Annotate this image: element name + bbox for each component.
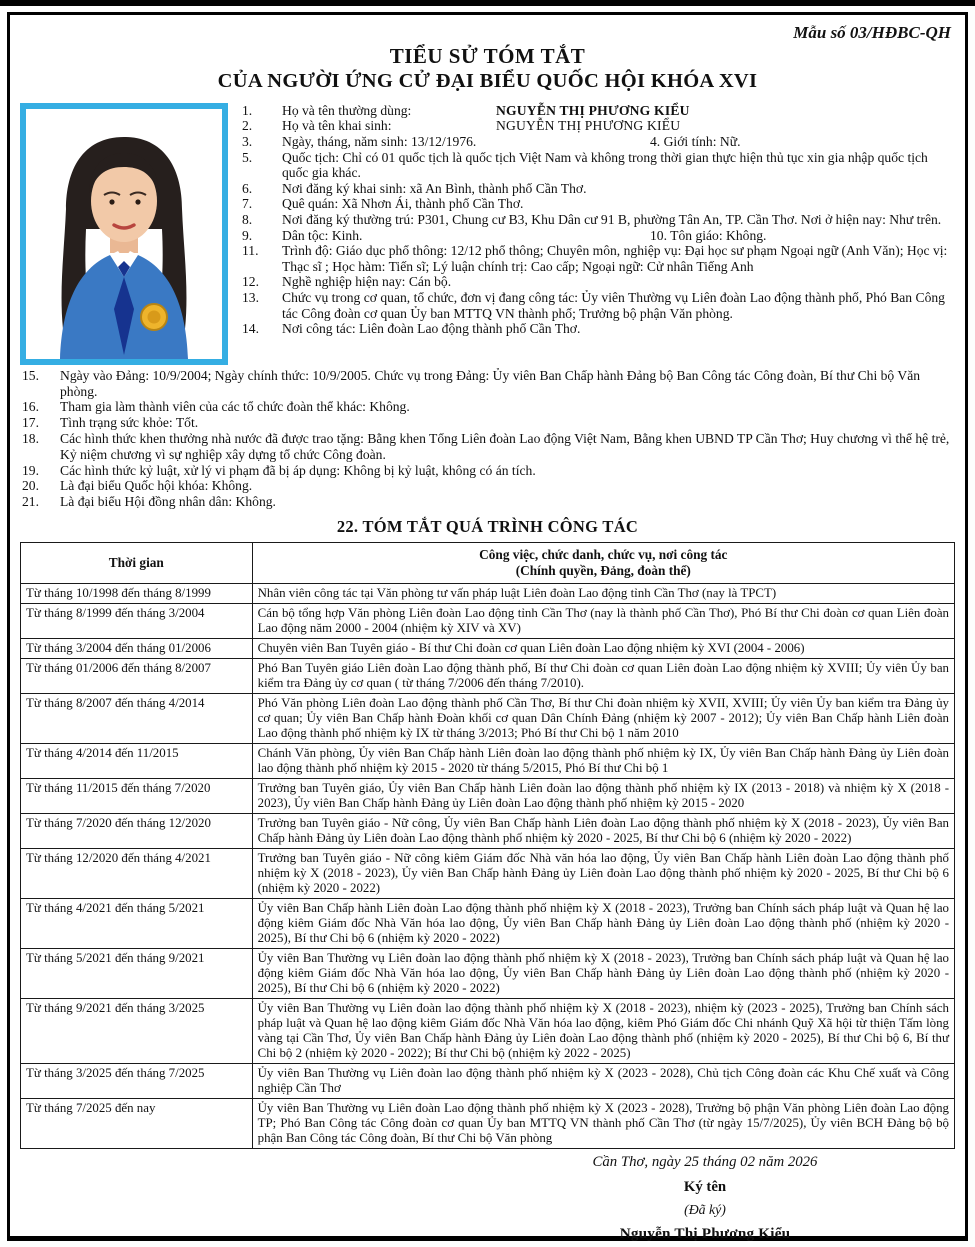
row-time: Từ tháng 4/2014 đến 11/2015 bbox=[21, 744, 253, 779]
item-text: Tôn giáo: Không. bbox=[670, 227, 767, 243]
item-number: 4. bbox=[650, 134, 661, 150]
item-text: Các hình thức khen thưởng nhà nước đã được trao tặng: Bằng khen Tổng Liên đoàn Lao động Việt Nam, Bằng khen UBND TP Cần Thơ; Huy chương vì thế hệ trẻ, Kỷ niệm chương vì sự nghiệp xây dựng tổ chức Công đoàn. bbox=[60, 431, 950, 462]
info-item bbox=[238, 212, 955, 228]
item-number: 8. bbox=[242, 212, 253, 228]
table-row bbox=[21, 899, 955, 949]
item-text: Là đại biểu Quốc hội khóa: Không. bbox=[60, 478, 253, 494]
sign-label: Ký tên bbox=[683, 1178, 727, 1195]
career-table-head bbox=[21, 543, 955, 584]
item-text: Các hình thức kỷ luật, xử lý vi phạm đã bị áp dụng: Không bị kỷ luật, không có án tích. bbox=[60, 462, 536, 478]
form-code: Mẫu số 03/HĐBC-QH bbox=[793, 23, 951, 42]
header-work-line2: (Chính quyền, Đảng, đoàn thể) bbox=[515, 563, 691, 579]
item-text: Nơi công tác: Liên đoàn Lao động thành phố Cần Thơ. bbox=[282, 321, 581, 337]
scan-top-edge bbox=[0, 0, 975, 6]
item-number: 15. bbox=[22, 367, 39, 383]
item-text: Quốc tịch: Chỉ có 01 quốc tịch là quốc tịch Việt Nam và không trong thời gian thực hiện thủ tục xin gia nhập quốc tịch quốc gia khác. bbox=[282, 149, 928, 181]
row-description: Ủy viên Ban Chấp hành Liên đoàn Lao động thành phố nhiệm kỳ X (2018 - 2023), Trưởng ban Chính sách pháp luật và Quan hệ lao động kiêm Giám đốc Nhà Văn hóa lao động, Ủy viên Ban Chấp hành Đảng ủy Liên đoàn Lao động thành phố (nhiệm kỳ 2020 - 2025), Bí thư Chi bộ 6 (nhiệm kỳ 2020 - 2022) bbox=[252, 899, 954, 949]
header-work bbox=[252, 543, 954, 584]
info-top-section bbox=[20, 103, 955, 365]
row-description: Chuyên viên Ban Tuyên giáo - Bí thư Chi đoàn cơ quan Liên đoàn Lao động nhiệm kỳ XVI (2004 - 2006) bbox=[252, 639, 954, 659]
row-description: Ủy viên Ban Thường vụ Liên đoàn Lao động thành phố nhiệm kỳ X (2023 - 2028), Trưởng bộ phận Văn phòng Liên đoàn Lao động TP; Phó Ban Công tác Công đoàn cơ quan Ủy ban MTTQ VN thành phố Cần Thơ (từ ngày 15/7/2025), Ủy viên BCH Đảng bộ bộ phận Ban Công tác Công đoàn, Bí thư Chi bộ Văn phòng bbox=[252, 1099, 954, 1149]
header-work-line1: Công việc, chức danh, chức vụ, nơi công tác bbox=[479, 547, 728, 563]
row-description: Trưởng ban Tuyên giáo - Nữ công, Ủy viên Ban Chấp hành Liên đoàn Lao động thành phố nhiệm kỳ X (2018 - 2023), Ủy viên Ban Chấp hành Đảng ủy Liên đoàn Lao động thành phố nhiệm kỳ 2020 - 2025, Bí thư Chi bộ 6 (nhiệm kỳ 2020 - 2022) bbox=[252, 814, 954, 849]
item-number: 18. bbox=[22, 431, 39, 447]
row-time: Từ tháng 10/1998 đến tháng 8/1999 bbox=[21, 584, 253, 604]
row-description: Phó Văn phòng Liên đoàn Lao động thành phố Cần Thơ, Bí thư Chi đoàn nhiệm kỳ XVII, XVIII; Ủy viên Ủy ban kiểm tra Đảng ủy cơ quan; Ủy viên Ban Chấp hành Đoàn khối cơ quan Dân Chính Đảng (nhiệm kỳ 2007 - 2012); Ủy viên Ban Chấp hành Liên đoàn Lao động thành phố nhiệm kỳ IX từ tháng 3/2013; Phó Bí thư Chi bộ 1 năm 2010 bbox=[252, 694, 954, 744]
table-row bbox=[21, 949, 955, 999]
row-description: Ủy viên Ban Thường vụ Liên đoàn lao động thành phố nhiệm kỳ X (2018 - 2023), Trưởng ban Chính sách pháp luật và Quan hệ lao động kiêm Giám đốc Nhà Văn hóa lao động, Ủy viên Ban Chấp hành Đảng ủy Liên đoàn Lao động thành phố (nhiệm kỳ 2020 - 2025), Bí thư Chi bộ 6 (nhiệm kỳ 2020 - 2022) bbox=[252, 949, 954, 999]
candidate-name-value: NGUYỄN THỊ PHƯƠNG KIỂU bbox=[496, 118, 681, 134]
signed-note: (Đã ký) bbox=[684, 1202, 726, 1218]
info-item bbox=[238, 274, 955, 290]
item-number: 13. bbox=[242, 290, 259, 305]
paired-item bbox=[650, 228, 766, 244]
numbered-items-column bbox=[238, 103, 955, 365]
row-time: Từ tháng 8/2007 đến tháng 4/2014 bbox=[21, 694, 253, 744]
item-number: 3. bbox=[242, 134, 253, 150]
item-text: Giới tính: Nữ. bbox=[663, 134, 741, 150]
title-line-1: TIỂU SỬ TÓM TẮT bbox=[389, 44, 586, 68]
item-number: 19. bbox=[22, 462, 39, 478]
item-text: Tham gia làm thành viên của các tổ chức đoàn thể khác: Không. bbox=[60, 399, 410, 415]
table-row bbox=[21, 814, 955, 849]
table-row bbox=[21, 1064, 955, 1099]
row-description: Chánh Văn phòng, Ủy viên Ban Chấp hành Liên đoàn lao động thành phố nhiệm kỳ IX, Ủy viên Ban Chấp hành Đảng ủy Liên đoàn lao động thành phố nhiệm kỳ 2015 - 2020 từ tháng 5/2015, Phó Bí thư Chi bộ 1 bbox=[252, 744, 954, 779]
item-text: Nơi đăng ký khai sinh: xã An Bình, thành phố Cần Thơ. bbox=[282, 180, 587, 196]
info-item bbox=[238, 118, 955, 134]
info-item bbox=[238, 243, 955, 274]
paired-item bbox=[650, 134, 740, 150]
item-text: Nghề nghiệp hiện nay: Cán bộ. bbox=[282, 274, 452, 290]
item-number: 21. bbox=[22, 494, 39, 510]
info-item bbox=[20, 368, 955, 400]
info-item bbox=[238, 181, 955, 197]
row-description: Nhân viên công tác tại Văn phòng tư vấn pháp luật Liên đoàn Lao động tỉnh Cần Thơ (nay là TPCT) bbox=[252, 584, 954, 604]
row-time: Từ tháng 3/2004 đến tháng 01/2006 bbox=[21, 639, 253, 659]
table-row bbox=[21, 1099, 955, 1149]
row-time: Từ tháng 01/2006 đến tháng 8/2007 bbox=[21, 659, 253, 694]
document-title bbox=[20, 43, 955, 95]
item-number: 6. bbox=[242, 180, 253, 196]
item-number: 14. bbox=[242, 321, 259, 337]
item-number: 12. bbox=[242, 274, 259, 290]
info-item bbox=[20, 415, 955, 431]
table-row bbox=[21, 604, 955, 639]
item-text: Chức vụ trong cơ quan, tổ chức, đơn vị đang công tác: Ủy viên Thường vụ Liên đoàn Lao động thành phố, Phó Ban Công tác Công đoàn cơ quan Ủy ban MTTQ VN thành phố; Trưởng bộ phận Văn phòng. bbox=[282, 290, 945, 321]
item-text: Trình độ: Giáo dục phổ thông: 12/12 phổ thông; Chuyên môn, nghiệp vụ: Đại học sư phạm Ngoại ngữ (Anh Văn); Học vị: Thạc sĩ ; Học hàm: Tiến sĩ; Lý luận chính trị: Cao cấp; Ngoại ngữ: Cử nhân Tiếng Anh bbox=[282, 243, 948, 274]
table-row bbox=[21, 584, 955, 604]
title-line-2: CỦA NGƯỜI ỨNG CỬ ĐẠI BIỂU QUỐC HỘI KHÓA XVI bbox=[217, 70, 758, 93]
item-text: Tình trạng sức khỏe: Tốt. bbox=[60, 415, 199, 431]
row-time: Từ tháng 11/2015 đến tháng 7/2020 bbox=[21, 779, 253, 814]
row-time: Từ tháng 8/1999 đến tháng 3/2004 bbox=[21, 604, 253, 639]
item-text: Ngày, tháng, năm sinh: 13/12/1976. bbox=[282, 134, 477, 150]
info-item bbox=[20, 399, 955, 415]
row-description: Cán bộ tổng hợp Văn phòng Liên đoàn Lao động tỉnh Cần Thơ (nay là thành phố Cần Thơ), Phó Bí thư Chi đoàn cơ quan Liên đoàn Lao động năm 2000 - 2004 (nhiệm kỳ XIV và XV) bbox=[252, 604, 954, 639]
info-item bbox=[238, 321, 955, 337]
table-row bbox=[21, 694, 955, 744]
info-item bbox=[20, 494, 955, 510]
item-number: 20. bbox=[22, 478, 39, 494]
info-item bbox=[238, 228, 955, 244]
info-item bbox=[20, 431, 955, 463]
item-number: 10. bbox=[650, 227, 667, 243]
info-item bbox=[20, 463, 955, 479]
row-description: Trưởng ban Tuyên giáo, Ủy viên Ban Chấp hành Liên đoàn lao động thành phố nhiệm kỳ IX (2013 - 2018) và nhiệm kỳ X (2018 - 2023), Ủy viên Ban Chấp hành Đảng ủy Liên đoàn Lao động thành phố nhiệm kỳ 2015 - 2020 bbox=[252, 779, 954, 814]
career-table-body bbox=[21, 584, 955, 1149]
item-number: 9. bbox=[242, 227, 253, 243]
info-item bbox=[20, 478, 955, 494]
info-item bbox=[238, 290, 955, 321]
row-time: Từ tháng 7/2025 đến nay bbox=[21, 1099, 253, 1149]
table-row bbox=[21, 744, 955, 779]
item-text: Là đại biểu Hội đồng nhân dân: Không. bbox=[60, 494, 276, 510]
row-time: Từ tháng 5/2021 đến tháng 9/2021 bbox=[21, 949, 253, 999]
candidate-name-value: NGUYỄN THỊ PHƯƠNG KIỂU bbox=[496, 102, 690, 118]
info-item bbox=[238, 150, 955, 181]
row-description: Trưởng ban Tuyên giáo - Nữ công kiêm Giám đốc Nhà văn hóa lao động, Ủy viên Ban Chấp hành Liên đoàn Lao động thành phố nhiệm kỳ X (2018 - 2023), Ủy viên Ban Chấp hành Đảng ủy Liên đoàn Lao động thành phố nhiệm kỳ 2020 - 2025, Bí thư Chi bộ 6 (nhiệm kỳ 2020 - 2022) bbox=[252, 849, 954, 899]
career-history-table bbox=[20, 542, 955, 1149]
row-time: Từ tháng 7/2020 đến tháng 12/2020 bbox=[21, 814, 253, 849]
table-header-row bbox=[21, 543, 955, 584]
item-number: 11. bbox=[242, 243, 259, 259]
header-time: Thời gian bbox=[21, 543, 253, 584]
table-row bbox=[21, 659, 955, 694]
item-text: Quê quán: Xã Nhơn Ái, thành phố Cần Thơ. bbox=[282, 196, 524, 212]
info-item bbox=[238, 134, 955, 150]
table-row bbox=[21, 849, 955, 899]
item-label: Họ và tên khai sinh: bbox=[282, 118, 392, 134]
row-time: Từ tháng 12/2020 đến tháng 4/2021 bbox=[21, 849, 253, 899]
item-number: 1. bbox=[242, 102, 253, 118]
row-time: Từ tháng 9/2021 đến tháng 3/2025 bbox=[21, 999, 253, 1064]
item-number: 5. bbox=[242, 149, 253, 165]
document-frame bbox=[7, 12, 968, 1241]
item-number: 7. bbox=[242, 196, 253, 212]
item-number: 16. bbox=[22, 399, 39, 415]
row-description: Ủy viên Ban Thường vụ Liên đoàn lao động thành phố nhiệm kỳ X (2018 - 2023), nhiệm kỳ (2023 - 2025), Trưởng ban Chính sách pháp luật và Quan hệ lao động kiêm Giám đốc Nhà Văn hóa lao động, kiêm Phó Giám đốc Chi nhánh Quỹ Xã hội từ thiện Tấm lòng vàng tại Cần Thơ, Ủy viên Ban Chấp hành Đảng ủy Liên đoàn Lao động thành phố (nhiệm kỳ 2020 - 2025), Bí thư Chi bộ 6, Bí thư Chi bộ 2 (nhiệm kỳ 2020 - 2022); Bí thư Chi bộ (nhiệm kỳ 2022 - 2025) bbox=[252, 999, 954, 1064]
info-item bbox=[238, 196, 955, 212]
item-label: Họ và tên thường dùng: bbox=[282, 102, 412, 118]
signature-block bbox=[490, 1153, 920, 1243]
item-number: 17. bbox=[22, 415, 39, 431]
row-description: Phó Ban Tuyên giáo Liên đoàn Lao động thành phố, Bí thư Chi đoàn cơ quan Liên đoàn Lao động nhiệm kỳ XVIII; Ủy viên Ủy ban kiểm tra Đảng ủy cơ quan ( từ tháng 7/2006 đến tháng 7/2010). bbox=[252, 659, 954, 694]
numbered-items-full-width bbox=[20, 368, 955, 510]
row-time: Từ tháng 4/2021 đến tháng 5/2021 bbox=[21, 899, 253, 949]
row-time: Từ tháng 3/2025 đến tháng 7/2025 bbox=[21, 1064, 253, 1099]
table-row bbox=[21, 639, 955, 659]
candidate-photo bbox=[20, 103, 228, 365]
table-row bbox=[21, 779, 955, 814]
place-date: Cần Thơ, ngày 25 tháng 02 năm 2026 bbox=[592, 1154, 818, 1171]
career-section-title: 22. TÓM TẮT QUÁ TRÌNH CÔNG TÁC bbox=[336, 517, 639, 537]
row-description: Ủy viên Ban Thường vụ Liên đoàn lao động thành phố nhiệm kỳ X (2023 - 2028), Chủ tịch Công đoàn các Khu Chế xuất và Công nghiệp Cần Thơ bbox=[252, 1064, 954, 1099]
item-text: Ngày vào Đảng: 10/9/2004; Ngày chính thức: 10/9/2005. Chức vụ trong Đảng: Ủy viên Ban Chấp hành Đảng bộ Ban Công tác Công đoàn, Bí thư Chi bộ Văn phòng. bbox=[60, 367, 921, 399]
signer-name: Nguyễn Thị Phương Kiểu bbox=[619, 1225, 791, 1243]
item-number: 2. bbox=[242, 118, 253, 134]
item-text: Nơi đăng ký thường trú: P301, Chung cư B3, Khu Dân cư 91 B, phường Tân An, TP. Cần Thơ. Nơi ở hiện nay: Như trên. bbox=[282, 212, 942, 228]
info-item bbox=[238, 103, 955, 119]
table-row bbox=[21, 999, 955, 1064]
item-text: Dân tộc: Kinh. bbox=[282, 227, 363, 243]
photo-container bbox=[20, 103, 238, 365]
